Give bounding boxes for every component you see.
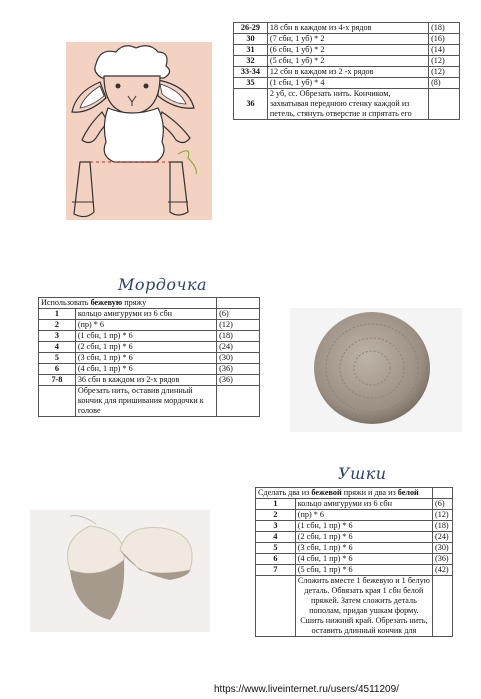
row-instruction: (6 сбн, 1 уб) * 2 <box>267 45 428 56</box>
row-instruction: (3 сбн, 1 пр) * 6 <box>75 353 216 364</box>
row-count: (30) <box>217 353 260 364</box>
face-photo <box>290 308 462 432</box>
row-instruction: кольцо амигуруми из 6 сбн <box>295 499 432 510</box>
table-row <box>256 499 453 510</box>
table-row <box>39 309 260 320</box>
row-count: (16) <box>429 34 460 45</box>
row-count: (24) <box>217 342 260 353</box>
row-number: 3 <box>256 521 296 532</box>
row-number: 2 <box>39 320 76 331</box>
row-count: (42) <box>433 565 453 576</box>
ushki-table <box>255 487 453 637</box>
row-instruction: 12 сбн в каждом из 2 -х рядов <box>267 67 428 78</box>
row-number: 5 <box>39 353 76 364</box>
row-instruction: (2 сбн, 1 пр) * 6 <box>295 532 432 543</box>
row-count: (6) <box>217 309 260 320</box>
crochet-circle-image <box>290 308 462 432</box>
row-instruction: (4 сбн, 1 пр) * 6 <box>295 554 432 565</box>
table-row <box>39 331 260 342</box>
row-count: (14) <box>429 45 460 56</box>
row-count <box>429 89 460 120</box>
table-row <box>234 67 460 78</box>
row-number: 31 <box>234 45 268 56</box>
row-count: (30) <box>433 543 453 554</box>
table-row <box>256 565 453 576</box>
row-count: (6) <box>433 499 453 510</box>
table-row <box>256 576 453 637</box>
row-count: (18) <box>429 23 460 34</box>
row-count: (36) <box>217 375 260 386</box>
ears-photo <box>30 510 210 632</box>
row-number: 7-8 <box>39 375 76 386</box>
row-count: (12) <box>217 320 260 331</box>
crochet-ears-image <box>30 510 210 632</box>
row-instruction: (1 сбн, 1 пр) * 6 <box>75 331 216 342</box>
row-instruction: (2 сбн, 1 пр) * 6 <box>75 342 216 353</box>
row-instruction: Сложить вместе 1 бежевую и 1 белую деталь. Обвязать края 1 сбн белой пряжей. Затем сложить деталь пополам, придав ушкам форму. Сшить нижний край. Обрезать нить, оставить длинный кончик для <box>295 576 432 637</box>
row-instruction: 18 сбн в каждом из 4-х рядов <box>267 23 428 34</box>
row-instruction: (1 сбн, 1 пр) * 6 <box>295 521 432 532</box>
row-number: 1 <box>39 309 76 320</box>
row-count: (24) <box>433 532 453 543</box>
row-instruction: (3 сбн, 1 пр) * 6 <box>295 543 432 554</box>
row-instruction: (пр) * 6 <box>75 320 216 331</box>
row-number: 7 <box>256 565 296 576</box>
row-count: (8) <box>429 78 460 89</box>
table-row <box>256 510 453 521</box>
table-row <box>39 353 260 364</box>
mordochka-header: Использовать бежевую пряжу <box>39 298 217 309</box>
row-instruction: (5 сбн, 1 пр) * 6 <box>295 565 432 576</box>
table-row <box>234 78 460 89</box>
table-row <box>39 342 260 353</box>
row-number: 33-34 <box>234 67 268 78</box>
source-url[interactable]: https://www.liveinternet.ru/users/4511209/ <box>214 684 399 695</box>
table-row <box>39 386 260 417</box>
row-count: (18) <box>433 521 453 532</box>
row-instruction: кольцо амигуруми из 6 сбн <box>75 309 216 320</box>
mordochka-title: Мордочка <box>118 275 208 294</box>
table-row <box>234 34 460 45</box>
ushki-title: Ушки <box>338 464 387 483</box>
table-row <box>234 89 460 120</box>
row-number: 6 <box>256 554 296 565</box>
row-number: 1 <box>256 499 296 510</box>
row-number: 30 <box>234 34 268 45</box>
row-count: (12) <box>433 510 453 521</box>
table-row <box>234 56 460 67</box>
row-number: 6 <box>39 364 76 375</box>
row-number: 36 <box>234 89 268 120</box>
row-number: 4 <box>256 532 296 543</box>
row-instruction: Обрезать нить, оставив длинный кончик для пришивания мордочки к голове <box>75 386 216 417</box>
row-count: (18) <box>217 331 260 342</box>
row-instruction: 2 уб, сс. Обрезать нить. Кончиком, захватывая переднюю стенку каждой из петель, стянуть отверстие и спрятать его <box>267 89 428 120</box>
table-row <box>256 521 453 532</box>
table-row <box>234 45 460 56</box>
table-row <box>256 532 453 543</box>
row-number: 3 <box>39 331 76 342</box>
row-number: 4 <box>39 342 76 353</box>
row-instruction: (7 сбн, 1 уб) * 2 <box>267 34 428 45</box>
row-instruction: (4 сбн, 1 пр) * 6 <box>75 364 216 375</box>
row-instruction: (1 сбн, 1 уб) * 4 <box>267 78 428 89</box>
sheep-illustration <box>66 42 212 220</box>
row-count: (36) <box>433 554 453 565</box>
table-row <box>234 23 460 34</box>
row-number: 5 <box>256 543 296 554</box>
table-row <box>39 364 260 375</box>
table-row <box>39 320 260 331</box>
row-count: (36) <box>217 364 260 375</box>
row-instruction: 36 сбн в каждом из 2-х рядов <box>75 375 216 386</box>
row-number: 2 <box>256 510 296 521</box>
row-number: 35 <box>234 78 268 89</box>
mordochka-table <box>38 297 260 417</box>
table-row <box>256 543 453 554</box>
sheep-drawing <box>66 42 212 220</box>
row-number: 32 <box>234 56 268 67</box>
table-row <box>256 554 453 565</box>
row-count: (12) <box>429 56 460 67</box>
row-number: 26-29 <box>234 23 268 34</box>
top-table <box>233 22 460 120</box>
row-instruction: (5 сбн, 1 уб) * 2 <box>267 56 428 67</box>
ushki-header: Сделать два из бежевой пряжи и два из белой <box>256 488 433 499</box>
row-instruction: (пр) * 6 <box>295 510 432 521</box>
table-row <box>39 375 260 386</box>
row-count: (12) <box>429 67 460 78</box>
